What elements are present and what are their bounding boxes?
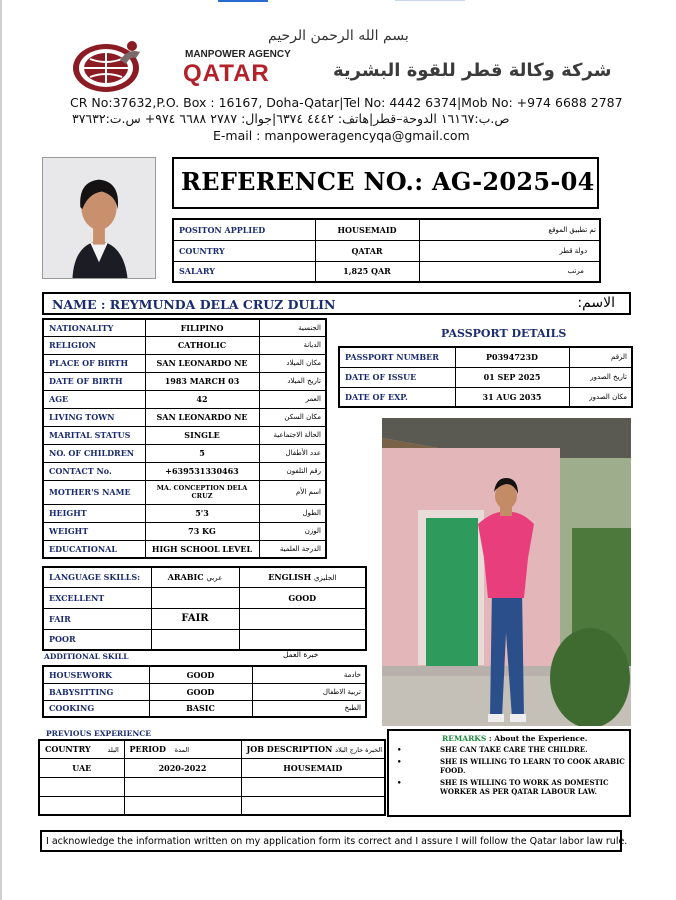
country-arabic: دولة قطر [419, 240, 600, 261]
language-skills-table [42, 566, 367, 651]
passport-field-label: DATE OF ISSUE [339, 367, 455, 387]
passport-field-value: 31 AUG 2035 [455, 387, 569, 407]
personal-field-value: +639531330463 [145, 462, 259, 480]
table-row [43, 540, 326, 558]
english-level-value: GOOD [239, 587, 366, 608]
table-row [173, 240, 600, 261]
personal-field-value: HIGH SCHOOL LEVEL [145, 540, 259, 558]
additional-skill-title: ADDITIONAL SKILL [44, 652, 129, 661]
table-row [43, 336, 326, 354]
country-header-label: COUNTRY [45, 744, 91, 755]
table-row [43, 567, 366, 587]
table-row [43, 426, 326, 444]
job-header-label: JOB DESCRIPTION [246, 744, 333, 755]
experience-period-cell: 2020-2022 [124, 758, 241, 777]
experience-period-cell [124, 777, 241, 796]
job-column-header [241, 740, 385, 758]
skill-arabic: خادمة [252, 666, 366, 683]
remarks-title-label: REMARKS [442, 734, 487, 743]
personal-details-table [42, 318, 327, 559]
passport-field-arabic: تاريخ الصدور [569, 367, 632, 387]
personal-field-label: LIVING TOWN [43, 408, 145, 426]
remarks-list [397, 745, 625, 799]
english-level-value [239, 608, 366, 629]
table-row [339, 367, 632, 387]
table-row [43, 390, 326, 408]
reference-number-box [172, 157, 599, 209]
personal-field-arabic: الجنسية [259, 319, 326, 336]
table-row [43, 319, 326, 336]
remark-item: • SHE IS WILLING TO LEARN TO COOK ARABIC FOOD. [397, 757, 625, 776]
english-level-value [239, 629, 366, 650]
applicant-name: NAME : REYMUNDA DELA CRUZ DULIN [52, 297, 336, 312]
personal-field-label: DATE OF BIRTH [43, 372, 145, 390]
table-row [39, 796, 385, 815]
personal-field-label: AGE [43, 390, 145, 408]
personal-field-label: WEIGHT [43, 522, 145, 540]
personal-field-arabic: مكان الميلاد [259, 354, 326, 372]
personal-field-arabic: الطول [259, 504, 326, 522]
country-label: COUNTRY [173, 240, 315, 261]
personal-field-label: NATIONALITY [43, 319, 145, 336]
reference-number: REFERENCE NO.: AG-2025-04 [181, 167, 595, 196]
salary-label: SALARY [173, 261, 315, 282]
acknowledgement-text: I acknowledge the information written on my application form its correct and I assure I will follow the Qatar labor law rule. [46, 836, 628, 847]
experience-country-cell [39, 777, 124, 796]
passport-field-label: PASSPORT NUMBER [339, 347, 455, 367]
skill-arabic: تربية الاطفال [252, 683, 366, 700]
skill-value: GOOD [149, 666, 252, 683]
position-value: HOUSEMAID [315, 219, 419, 240]
table-row [43, 504, 326, 522]
applicant-portrait-photo [42, 157, 156, 279]
salary-value: 1,825 QAR [315, 261, 419, 282]
language-level-label: POOR [43, 629, 151, 650]
remark-item: • SHE CAN TAKE CARE THE CHILDRE. [397, 745, 625, 755]
personal-field-arabic: الحالة الاجتماعية [259, 426, 326, 444]
personal-field-arabic: تاريخ الميلاد [259, 372, 326, 390]
contact-line-english: CR No:37632,P.O. Box : 16167, Doha-Qatar|Tel No: 4442 6374|Mob No: +974 6688 2787 [70, 95, 623, 110]
table-row [43, 462, 326, 480]
passport-field-arabic: الرقم [569, 347, 632, 367]
personal-field-value: CATHOLIC [145, 336, 259, 354]
language-level-label: FAIR [43, 608, 151, 629]
skill-value: GOOD [149, 683, 252, 700]
english-label: ENGLISH [268, 572, 312, 583]
arabic-label-ar: عربي [206, 574, 223, 583]
table-row [43, 444, 326, 462]
period-column-header [124, 740, 241, 758]
personal-field-value: 5'3 [145, 504, 259, 522]
table-row [43, 683, 366, 700]
personal-field-arabic: العمر [259, 390, 326, 408]
personal-field-arabic: عدد الأطفال [259, 444, 326, 462]
personal-field-value: SAN LEONARDO NE [145, 408, 259, 426]
personal-field-value: 5 [145, 444, 259, 462]
table-row [39, 777, 385, 796]
table-row [43, 354, 326, 372]
position-table [172, 218, 601, 283]
arabic-level-value [151, 629, 239, 650]
english-label-ar: الجليزي [313, 574, 337, 583]
country-header-arabic: البلد [107, 746, 119, 755]
page-left-edge [0, 0, 2, 900]
personal-field-label: MOTHER'S NAME [43, 480, 145, 504]
applicant-name-arabic-label: الاسم: [577, 295, 615, 311]
personal-field-value: SINGLE [145, 426, 259, 444]
position-label: POSITON APPLIED [173, 219, 315, 240]
job-header-arabic: الخبرة خارج البلاد [335, 746, 383, 755]
table-row [43, 700, 366, 717]
country-column-header [39, 740, 124, 758]
remarks-box [387, 729, 631, 817]
personal-field-arabic: الديانة [259, 336, 326, 354]
table-row [173, 261, 600, 282]
bismillah-calligraphy: بسم الله الرحمن الرحيم [268, 28, 409, 44]
arabic-level-value [151, 587, 239, 608]
table-row [43, 608, 366, 629]
english-column-header [239, 567, 366, 587]
salary-arabic: مرتب [419, 261, 600, 282]
personal-field-value: FILIPINO [145, 319, 259, 336]
skill-label: HOUSEWORK [43, 666, 149, 683]
personal-field-arabic: رقم التلفون [259, 462, 326, 480]
passport-details-title: PASSPORT DETAILS [441, 327, 567, 340]
personal-field-value: 1983 MARCH 03 [145, 372, 259, 390]
agency-name-qatar: QATAR [183, 60, 270, 87]
agency-logo-globe-icon [70, 38, 148, 94]
passport-field-label: DATE OF EXP. [339, 387, 455, 407]
personal-field-value: MA. CONCEPTION DELA CRUZ [145, 480, 259, 504]
experience-job-cell: HOUSEMAID [241, 758, 385, 777]
table-row [43, 587, 366, 608]
personal-field-label: PLACE OF BIRTH [43, 354, 145, 372]
personal-field-label: MARITAL STATUS [43, 426, 145, 444]
agency-name-arabic: شركة وكالة قطر للقوة البشرية [333, 60, 612, 81]
skill-label: COOKING [43, 700, 149, 717]
period-header-arabic: المدة [174, 746, 190, 755]
agency-name-small: MANPOWER AGENCY [185, 49, 291, 60]
previous-experience-title: PREVIOUS EXPERIENCE [46, 729, 151, 738]
remark-item: • SHE IS WILLING TO WORK AS DOMESTIC WORKER AS PER QATAR LABOUR LAW. [397, 778, 625, 797]
arabic-label: ARABIC [167, 572, 204, 583]
table-row [43, 372, 326, 390]
additional-skills-table [42, 665, 367, 718]
additional-skill-title-arabic: خبرة العمل [283, 650, 319, 659]
table-row [43, 480, 326, 504]
table-row [43, 522, 326, 540]
experience-job-cell [241, 777, 385, 796]
personal-field-arabic: الدرجة العلمية [259, 540, 326, 558]
language-level-label: EXCELLENT [43, 587, 151, 608]
period-header-label: PERIOD [129, 744, 166, 755]
personal-field-label: RELIGION [43, 336, 145, 354]
skill-arabic: الطبخ [252, 700, 366, 717]
arabic-column-header [151, 567, 239, 587]
language-skills-label: LANGUAGE SKILLS: [43, 567, 151, 587]
position-arabic: تم تطبيق الموقع [419, 219, 600, 240]
experience-country-cell [39, 796, 124, 815]
table-row [339, 387, 632, 407]
table-row [43, 629, 366, 650]
personal-field-arabic: اسم الأم [259, 480, 326, 504]
experience-country-cell: UAE [39, 758, 124, 777]
personal-field-label: HEIGHT [43, 504, 145, 522]
personal-field-value: 42 [145, 390, 259, 408]
skill-label: BABYSITTING [43, 683, 149, 700]
table-row [39, 740, 385, 758]
applicant-full-body-photo [382, 418, 631, 726]
personal-field-value: SAN LEONARDO NE [145, 354, 259, 372]
experience-period-cell [124, 796, 241, 815]
table-row [173, 219, 600, 240]
passport-field-arabic: مكان الصدور [569, 387, 632, 407]
country-value: QATAR [315, 240, 419, 261]
arabic-level-value: FAIR [151, 608, 239, 629]
previous-experience-table [38, 739, 386, 816]
personal-field-label: EDUCATIONAL [43, 540, 145, 558]
acknowledgement-box [40, 830, 628, 852]
applicant-name-bar [42, 292, 631, 315]
passport-table [338, 346, 633, 408]
personal-field-arabic: الوزن [259, 522, 326, 540]
table-row [39, 758, 385, 777]
personal-field-label: CONTACT No. [43, 462, 145, 480]
agency-email: E-mail : manpoweragencyqa@gmail.com [213, 128, 470, 143]
top-accent-line [218, 0, 268, 2]
personal-field-value: 73 KG [145, 522, 259, 540]
remarks-title-rest: : About the Experience. [488, 734, 588, 743]
experience-job-cell [241, 796, 385, 815]
personal-field-label: NO. OF CHILDREN [43, 444, 145, 462]
passport-field-value: P0394723D [455, 347, 569, 367]
table-row [339, 347, 632, 367]
table-row [43, 408, 326, 426]
skill-value: BASIC [149, 700, 252, 717]
top-accent-line-faint [395, 0, 465, 1]
personal-field-arabic: مكان السكن [259, 408, 326, 426]
passport-field-value: 01 SEP 2025 [455, 367, 569, 387]
contact-line-arabic: ص.ب:١٦١٦٧ الدوحة–قطر|هاتف: ٤٤٤٢ ٦٣٧٤|جوال: ٢٧٨٧ ٦٦٨٨ ٩٧٤+ س.ت:٣٧٦٣٢ [72, 111, 510, 126]
remarks-title [442, 734, 587, 743]
table-row [43, 666, 366, 683]
